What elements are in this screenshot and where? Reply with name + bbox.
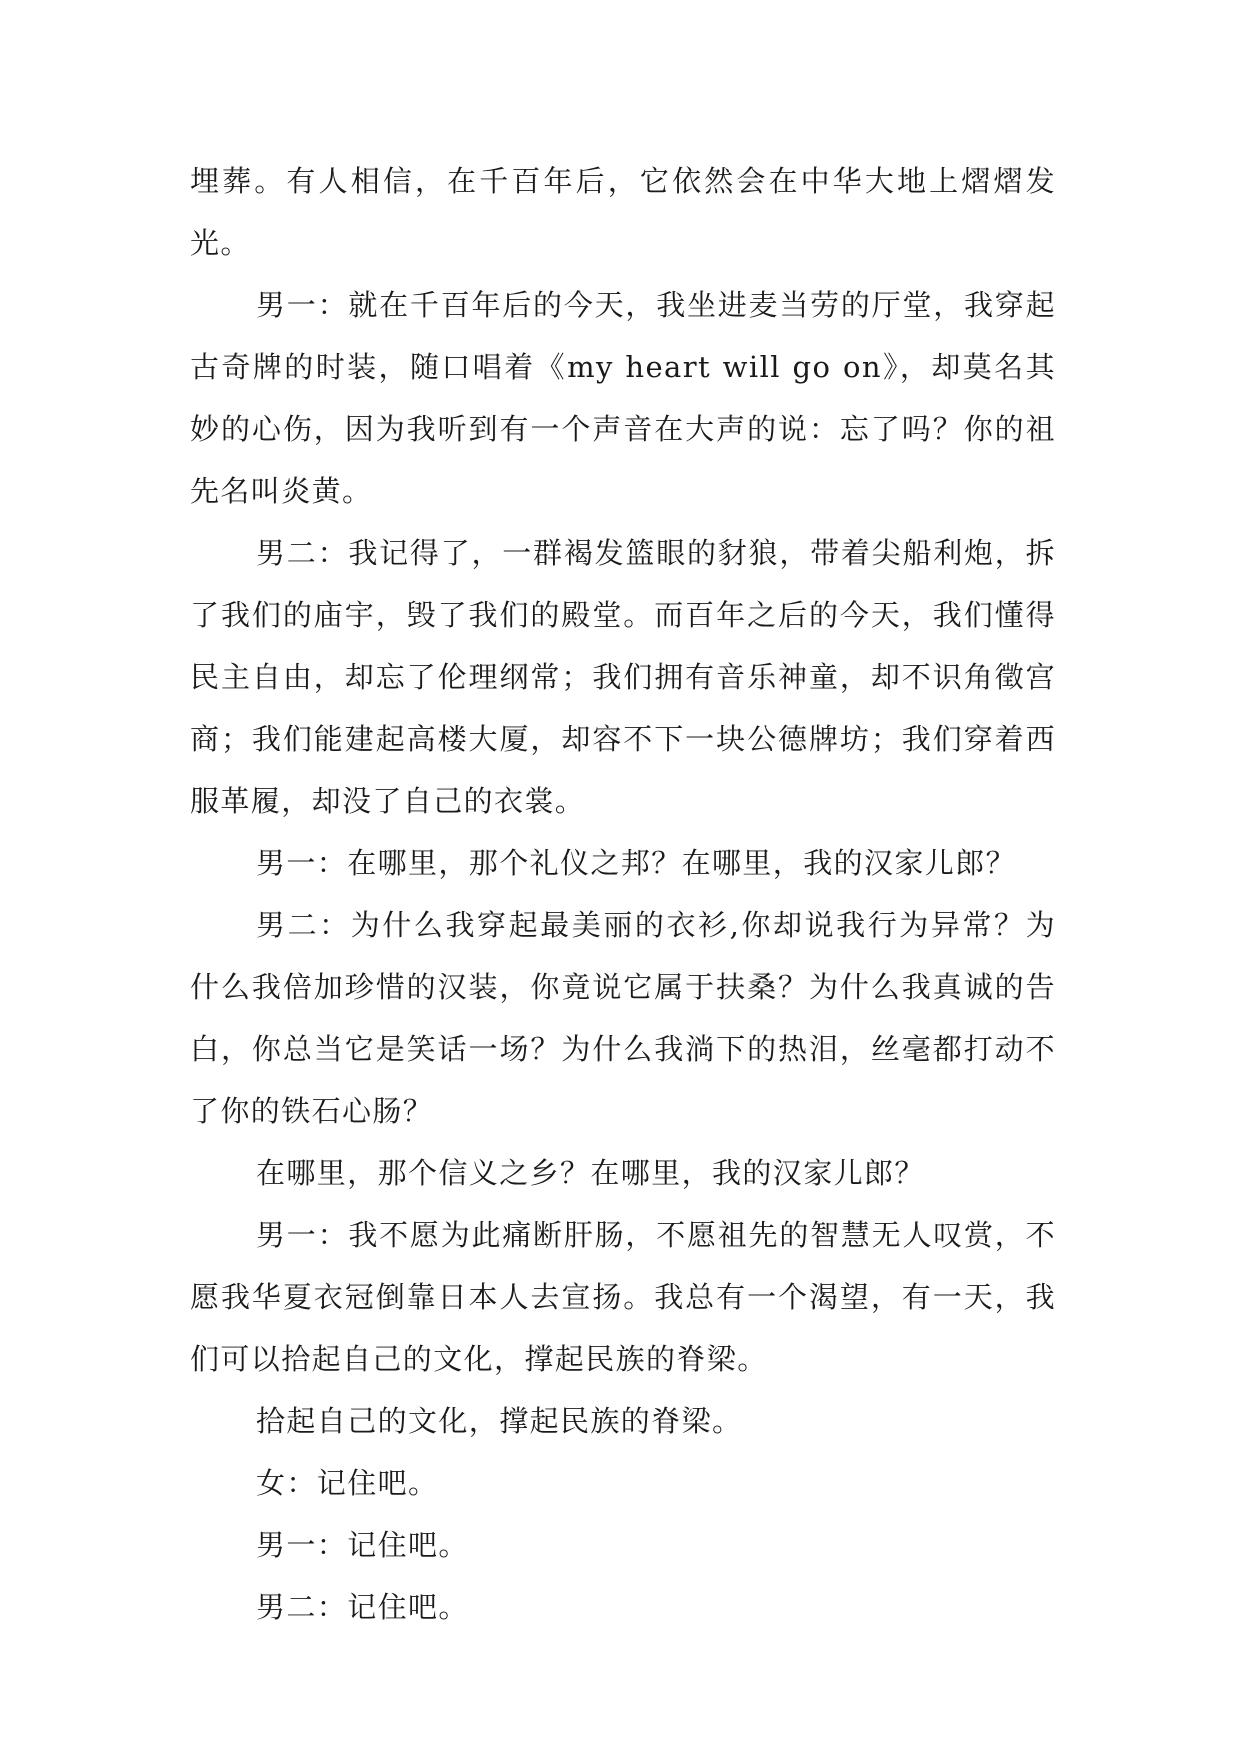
paragraph-11: 男二：记住吧。: [256, 1590, 469, 1624]
paragraph-5: 男二：为什么我穿起最美丽的衣衫,你却说我行为异常？为什么我倍加珍惜的汉装，你竟说它属于扶桑？为什么我真诚的告白，你总当它是笑话一场？为什么我淌下的热泪，丝毫都打动不了你的铁石心肠？: [190, 908, 1056, 1128]
paragraph-6: 在哪里，那个信义之乡？在哪里，我的汉家儿郎？: [256, 1156, 925, 1190]
document-body: [190, 150, 1056, 1638]
paragraph-7: 男一：我不愿为此痛断肝肠，不愿祖先的智慧无人叹赏，不愿我华夏衣冠倒靠日本人去宣扬。我总有一个渴望，有一天，我们可以拾起自己的文化，撑起民族的脊梁。: [190, 1218, 1056, 1376]
paragraph-2: 男一：就在千百年后的今天，我坐进麦当劳的厅堂，我穿起古奇牌的时装，随口唱着《my heart will go on》，却莫名其妙的心伤，因为我听到有一个声音在大声的说：忘了吗？你的祖先名叫炎黄。: [190, 288, 1056, 508]
paragraph-8: 拾起自己的文化，撑起民族的脊梁。: [256, 1404, 743, 1438]
paragraph-10: 男一：记住吧。: [256, 1528, 469, 1562]
paragraph-1: 埋葬。有人相信，在千百年后，它依然会在中华大地上熠熠发光。: [190, 164, 1056, 260]
paragraph-4: 男一：在哪里，那个礼仪之邦？在哪里，我的汉家儿郎？: [256, 846, 1017, 880]
paragraph-9: 女：记住吧。: [256, 1466, 439, 1500]
paragraph-3: 男二：我记得了，一群褐发篮眼的豺狼，带着尖船利炮，拆了我们的庙宇，毁了我们的殿堂。而百年之后的今天，我们懂得民主自由，却忘了伦理纲常；我们拥有音乐神童，却不识角徵宫商；我们能建起高楼大厦，却容不下一块公德牌坊；我们穿着西服革履，却没了自己的衣裳。: [190, 536, 1056, 818]
